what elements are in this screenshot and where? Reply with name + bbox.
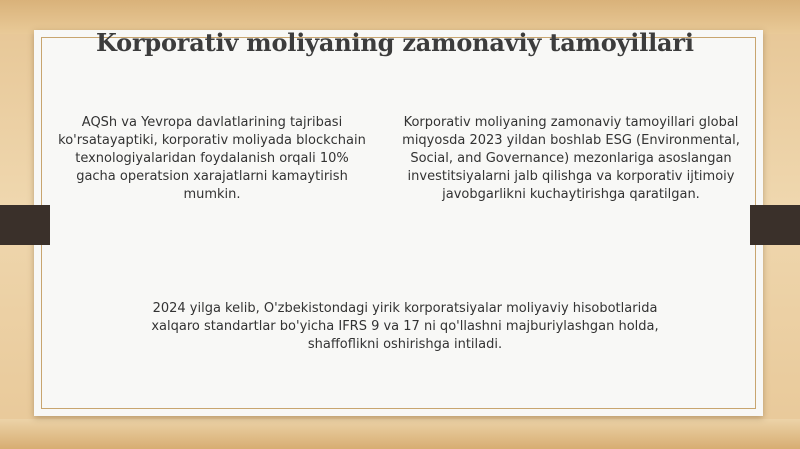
- paragraph-left: AQSh va Yevropa davlatlarining tajribasi ko'rsatayaptiki, korporativ moliyada blockchain texnologiyalaridan foydalanish orqali 10% gacha operatsion xarajatlarni kamaytirish mumkin.: [58, 115, 366, 202]
- left-side-tab: [0, 205, 50, 245]
- paragraph-bottom: 2024 yilga kelib, O'zbekistondagi yirik korporatsiyalar moliyaviy hisobotlarida xalqaro standartlar bo'yicha IFRS 9 va 17 ni qo'llashni majburiylashgan holda, shaffoflikni oshirishga intiladi.: [151, 301, 659, 352]
- background-bottom: [0, 419, 800, 449]
- slide-card: [34, 30, 763, 416]
- paragraph-right: Korporativ moliyaning zamonaviy tamoyillari global miqyosda 2023 yildan boshlab ESG (Environmental, Social, and Governance) mezonlariga asoslangan investitsiyalarni jalb qilishga va korporativ ijtimoiy javobgarlikni kuchaytirishga qaratilgan.: [402, 115, 740, 202]
- slide-title: Korporativ moliyaning zamonaviy tamoyillari: [96, 28, 694, 57]
- right-side-tab: [750, 205, 800, 245]
